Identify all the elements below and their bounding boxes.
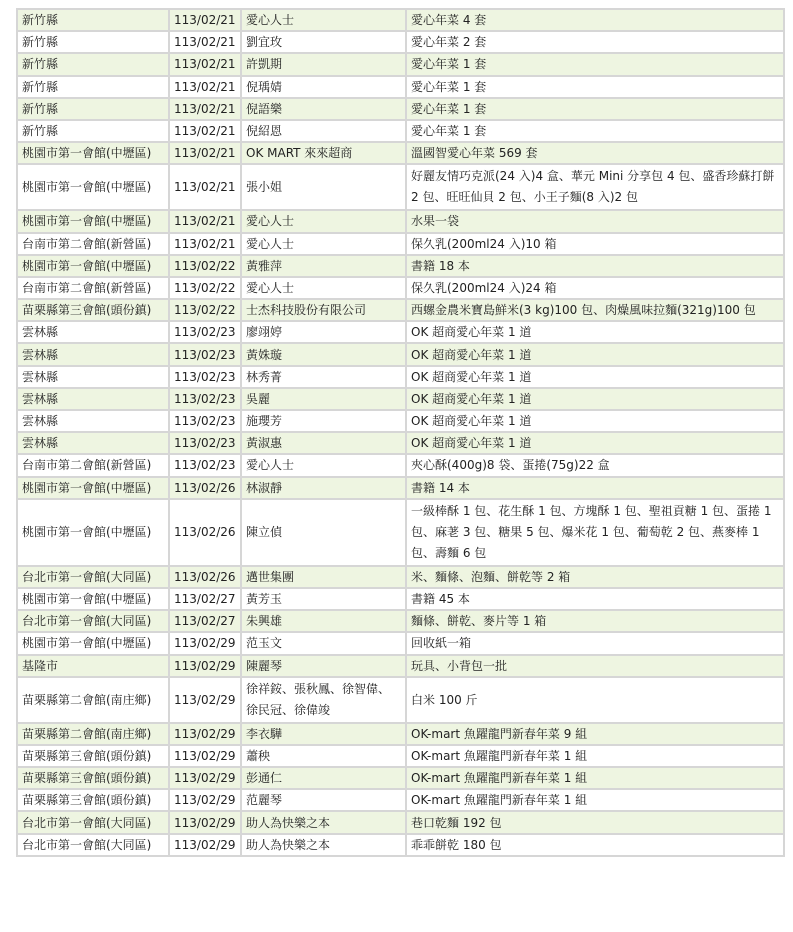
unit-cell: 新竹縣 xyxy=(17,53,169,75)
table-row xyxy=(17,299,784,321)
item-cell: 愛心年菜 4 套 xyxy=(406,9,784,31)
donor-cell: 倪紹恩 xyxy=(241,120,406,142)
date-cell: 113/02/21 xyxy=(169,9,241,31)
donor-cell: 范玉文 xyxy=(241,632,406,654)
unit-cell: 苗栗縣第二會館(南庄鄉) xyxy=(17,677,169,723)
unit-cell: 苗栗縣第三會館(頭份鎮) xyxy=(17,789,169,811)
item-cell: 米、麵條、泡麵、餅乾等 2 箱 xyxy=(406,566,784,588)
item-cell: 巷口乾麵 192 包 xyxy=(406,811,784,833)
date-cell: 113/02/21 xyxy=(169,210,241,232)
item-cell: 一級棒酥 1 包、花生酥 1 包、方塊酥 1 包、聖祖貢糖 1 包、蛋捲 1 包、麻荖 3 包、糖果 5 包、爆米花 1 包、葡萄乾 2 包、燕麥棒 1 包、壽麵 6 包 xyxy=(406,499,784,566)
donor-cell: 愛心人士 xyxy=(241,277,406,299)
unit-cell: 雲林縣 xyxy=(17,366,169,388)
table-row xyxy=(17,277,784,299)
date-cell: 113/02/23 xyxy=(169,432,241,454)
unit-cell: 台北市第一會館(大同區) xyxy=(17,566,169,588)
unit-cell: 基隆市 xyxy=(17,655,169,677)
item-cell: 玩具、小背包一批 xyxy=(406,655,784,677)
item-cell: 書籍 14 本 xyxy=(406,477,784,499)
table-row xyxy=(17,566,784,588)
date-cell: 113/02/21 xyxy=(169,164,241,210)
donor-cell: OK MART 來來超商 xyxy=(241,142,406,164)
date-cell: 113/02/21 xyxy=(169,120,241,142)
donor-cell: 許凱期 xyxy=(241,53,406,75)
item-cell: 麵條、餅乾、麥片等 1 箱 xyxy=(406,610,784,632)
donor-cell: 黃淑惠 xyxy=(241,432,406,454)
table-row xyxy=(17,499,784,566)
unit-cell: 台南市第二會館(新營區) xyxy=(17,454,169,476)
donation-table-body xyxy=(17,9,784,856)
item-cell: OK 超商愛心年菜 1 道 xyxy=(406,432,784,454)
date-cell: 113/02/29 xyxy=(169,811,241,833)
item-cell: 愛心年菜 1 套 xyxy=(406,98,784,120)
table-row xyxy=(17,321,784,343)
donor-cell: 邁世集團 xyxy=(241,566,406,588)
date-cell: 113/02/21 xyxy=(169,31,241,53)
date-cell: 113/02/27 xyxy=(169,588,241,610)
donor-cell: 朱興雄 xyxy=(241,610,406,632)
donor-cell: 黃雅萍 xyxy=(241,255,406,277)
date-cell: 113/02/27 xyxy=(169,610,241,632)
item-cell: OK-mart 魚躍龍門新春年菜 1 組 xyxy=(406,767,784,789)
unit-cell: 雲林縣 xyxy=(17,432,169,454)
table-row xyxy=(17,31,784,53)
table-row xyxy=(17,9,784,31)
item-cell: OK 超商愛心年菜 1 道 xyxy=(406,388,784,410)
table-row xyxy=(17,677,784,723)
unit-cell: 苗栗縣第三會館(頭份鎮) xyxy=(17,299,169,321)
date-cell: 113/02/29 xyxy=(169,677,241,723)
donor-cell: 施瓔芳 xyxy=(241,410,406,432)
table-row xyxy=(17,388,784,410)
date-cell: 113/02/21 xyxy=(169,76,241,98)
date-cell: 113/02/29 xyxy=(169,745,241,767)
donor-cell: 陳麗琴 xyxy=(241,655,406,677)
donor-cell: 蕭秧 xyxy=(241,745,406,767)
donor-cell: 倪語樂 xyxy=(241,98,406,120)
date-cell: 113/02/21 xyxy=(169,53,241,75)
item-cell: OK 超商愛心年菜 1 道 xyxy=(406,343,784,365)
item-cell: 愛心年菜 1 套 xyxy=(406,76,784,98)
item-cell: 水果一袋 xyxy=(406,210,784,232)
unit-cell: 桃園市第一會館(中壢區) xyxy=(17,477,169,499)
donor-cell: 愛心人士 xyxy=(241,233,406,255)
date-cell: 113/02/29 xyxy=(169,789,241,811)
table-row xyxy=(17,588,784,610)
date-cell: 113/02/21 xyxy=(169,98,241,120)
date-cell: 113/02/22 xyxy=(169,255,241,277)
unit-cell: 桃園市第一會館(中壢區) xyxy=(17,210,169,232)
item-cell: 回收紙一箱 xyxy=(406,632,784,654)
date-cell: 113/02/23 xyxy=(169,454,241,476)
unit-cell: 雲林縣 xyxy=(17,321,169,343)
item-cell: 保久乳(200ml24 入)10 箱 xyxy=(406,233,784,255)
donor-cell: 彭通仁 xyxy=(241,767,406,789)
table-row xyxy=(17,610,784,632)
table-row xyxy=(17,233,784,255)
item-cell: OK-mart 魚躍龍門新春年菜 1 組 xyxy=(406,745,784,767)
item-cell: 書籍 18 本 xyxy=(406,255,784,277)
date-cell: 113/02/26 xyxy=(169,566,241,588)
item-cell: OK 超商愛心年菜 1 道 xyxy=(406,410,784,432)
table-row xyxy=(17,76,784,98)
unit-cell: 新竹縣 xyxy=(17,76,169,98)
unit-cell: 桃園市第一會館(中壢區) xyxy=(17,142,169,164)
unit-cell: 桃園市第一會館(中壢區) xyxy=(17,499,169,566)
unit-cell: 桃園市第一會館(中壢區) xyxy=(17,588,169,610)
unit-cell: 台南市第二會館(新營區) xyxy=(17,277,169,299)
table-row xyxy=(17,767,784,789)
unit-cell: 雲林縣 xyxy=(17,410,169,432)
table-row xyxy=(17,723,784,745)
date-cell: 113/02/22 xyxy=(169,277,241,299)
unit-cell: 台南市第二會館(新營區) xyxy=(17,233,169,255)
donor-cell: 助人為快樂之本 xyxy=(241,811,406,833)
table-row xyxy=(17,454,784,476)
unit-cell: 雲林縣 xyxy=(17,343,169,365)
table-row xyxy=(17,164,784,210)
unit-cell: 桃園市第一會館(中壢區) xyxy=(17,164,169,210)
item-cell: 西螺金農米寶島鮮米(3 kg)100 包、肉燥風味拉麵(321g)100 包 xyxy=(406,299,784,321)
table-row xyxy=(17,120,784,142)
donation-table-container xyxy=(16,8,783,857)
date-cell: 113/02/23 xyxy=(169,410,241,432)
unit-cell: 新竹縣 xyxy=(17,120,169,142)
table-row xyxy=(17,655,784,677)
table-row xyxy=(17,811,784,833)
date-cell: 113/02/21 xyxy=(169,233,241,255)
donation-table xyxy=(16,8,785,857)
donor-cell: 士杰科技股份有限公司 xyxy=(241,299,406,321)
table-row xyxy=(17,255,784,277)
table-row xyxy=(17,745,784,767)
table-row xyxy=(17,432,784,454)
item-cell: OK-mart 魚躍龍門新春年菜 1 組 xyxy=(406,789,784,811)
donor-cell: 林秀菁 xyxy=(241,366,406,388)
donor-cell: 愛心人士 xyxy=(241,454,406,476)
table-row xyxy=(17,834,784,856)
donor-cell: 助人為快樂之本 xyxy=(241,834,406,856)
date-cell: 113/02/26 xyxy=(169,499,241,566)
unit-cell: 台北市第一會館(大同區) xyxy=(17,811,169,833)
donor-cell: 愛心人士 xyxy=(241,9,406,31)
donor-cell: 黃芳玉 xyxy=(241,588,406,610)
item-cell: 愛心年菜 1 套 xyxy=(406,120,784,142)
table-row xyxy=(17,410,784,432)
date-cell: 113/02/23 xyxy=(169,388,241,410)
table-row xyxy=(17,142,784,164)
table-row xyxy=(17,366,784,388)
item-cell: 愛心年菜 1 套 xyxy=(406,53,784,75)
item-cell: 白米 100 斤 xyxy=(406,677,784,723)
date-cell: 113/02/22 xyxy=(169,299,241,321)
donor-cell: 劉宜玫 xyxy=(241,31,406,53)
table-row xyxy=(17,98,784,120)
unit-cell: 桃園市第一會館(中壢區) xyxy=(17,632,169,654)
table-row xyxy=(17,789,784,811)
date-cell: 113/02/29 xyxy=(169,655,241,677)
donor-cell: 黃姝璇 xyxy=(241,343,406,365)
item-cell: 保久乳(200ml24 入)24 箱 xyxy=(406,277,784,299)
item-cell: OK 超商愛心年菜 1 道 xyxy=(406,321,784,343)
unit-cell: 苗栗縣第三會館(頭份鎮) xyxy=(17,745,169,767)
table-row xyxy=(17,53,784,75)
date-cell: 113/02/26 xyxy=(169,477,241,499)
unit-cell: 苗栗縣第二會館(南庄鄉) xyxy=(17,723,169,745)
unit-cell: 新竹縣 xyxy=(17,31,169,53)
date-cell: 113/02/23 xyxy=(169,321,241,343)
unit-cell: 台北市第一會館(大同區) xyxy=(17,834,169,856)
item-cell: 書籍 45 本 xyxy=(406,588,784,610)
date-cell: 113/02/23 xyxy=(169,343,241,365)
donor-cell: 倪瑀婧 xyxy=(241,76,406,98)
table-row xyxy=(17,632,784,654)
item-cell: 夾心酥(400g)8 袋、蛋捲(75g)22 盒 xyxy=(406,454,784,476)
donor-cell: 范麗琴 xyxy=(241,789,406,811)
donor-cell: 李衣驊 xyxy=(241,723,406,745)
unit-cell: 苗栗縣第三會館(頭份鎮) xyxy=(17,767,169,789)
date-cell: 113/02/29 xyxy=(169,632,241,654)
table-row xyxy=(17,343,784,365)
unit-cell: 雲林縣 xyxy=(17,388,169,410)
item-cell: OK 超商愛心年菜 1 道 xyxy=(406,366,784,388)
item-cell: OK-mart 魚躍龍門新春年菜 9 組 xyxy=(406,723,784,745)
item-cell: 好麗友情巧克派(24 入)4 盒、華元 Mini 分享包 4 包、盛香珍蘇打餅 2 包、旺旺仙貝 2 包、小王子麵(8 入)2 包 xyxy=(406,164,784,210)
donor-cell: 廖翊婷 xyxy=(241,321,406,343)
item-cell: 愛心年菜 2 套 xyxy=(406,31,784,53)
item-cell: 乖乖餅乾 180 包 xyxy=(406,834,784,856)
unit-cell: 桃園市第一會館(中壢區) xyxy=(17,255,169,277)
unit-cell: 新竹縣 xyxy=(17,9,169,31)
date-cell: 113/02/29 xyxy=(169,834,241,856)
date-cell: 113/02/29 xyxy=(169,723,241,745)
donor-cell: 愛心人士 xyxy=(241,210,406,232)
table-row xyxy=(17,210,784,232)
donor-cell: 陳立偵 xyxy=(241,499,406,566)
donor-cell: 張小姐 xyxy=(241,164,406,210)
date-cell: 113/02/21 xyxy=(169,142,241,164)
donor-cell: 吳麗 xyxy=(241,388,406,410)
item-cell: 溫國智愛心年菜 569 套 xyxy=(406,142,784,164)
date-cell: 113/02/29 xyxy=(169,767,241,789)
donor-cell: 徐祥銨、張秋鳳、徐智偉、徐民冠、徐偉竣 xyxy=(241,677,406,723)
donor-cell: 林淑靜 xyxy=(241,477,406,499)
table-row xyxy=(17,477,784,499)
unit-cell: 新竹縣 xyxy=(17,98,169,120)
unit-cell: 台北市第一會館(大同區) xyxy=(17,610,169,632)
date-cell: 113/02/23 xyxy=(169,366,241,388)
